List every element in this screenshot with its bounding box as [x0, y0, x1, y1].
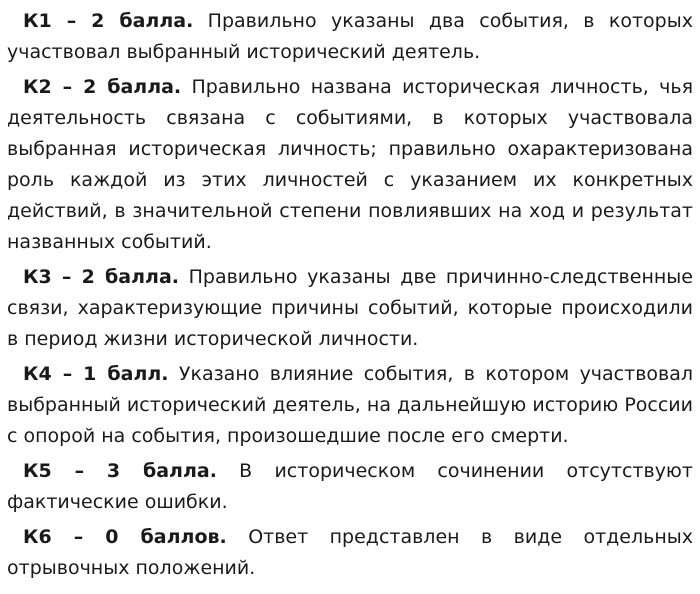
criterion-k4 — [7, 359, 693, 452]
criterion-text: Правильно указаны два события, в которых участвовал выбранный исторический деятель. — [7, 10, 693, 63]
criterion-k3 — [7, 262, 693, 355]
criterion-k2 — [7, 72, 693, 258]
criterion-label: К2 – 2 балла. — [23, 76, 182, 98]
criterion-label: К4 – 1 балл. — [23, 363, 169, 385]
criterion-label: К3 – 2 балла. — [23, 266, 179, 288]
criterion-text: Ответ представлен в виде отдельных отрывочных положений. — [7, 526, 694, 579]
criterion-text: Правильно указаны две причинно-следственные связи, характеризующие причины событий, которые происходили в период жизни исторической личности. — [7, 266, 693, 350]
criterion-text: Правильно названа историческая личность, чья деятельность связана с событиями, в которых участвовала выбранная историческая личность; правильно охарактеризована роль каждой из этих личностей с указанием их конкретных действий, в значительной степени повлиявших на ход и результат названных событий. — [7, 76, 693, 253]
criterion-label: К6 – 0 баллов. — [23, 526, 227, 548]
criterion-label: К5 – 3 балла. — [23, 460, 217, 482]
criterion-text: Указано влияние события, в котором участвовал выбранный исторический деятель, на дальнейшую историю России с опорой на события, произошедшие после его смерти. — [7, 363, 693, 447]
criterion-k1 — [7, 6, 693, 68]
criterion-k6 — [7, 522, 693, 584]
criterion-text: В историческом сочинении отсутствуют фактические ошибки. — [7, 460, 693, 513]
criterion-label: К1 – 2 балла. — [23, 10, 194, 32]
criterion-k5 — [7, 456, 693, 518]
